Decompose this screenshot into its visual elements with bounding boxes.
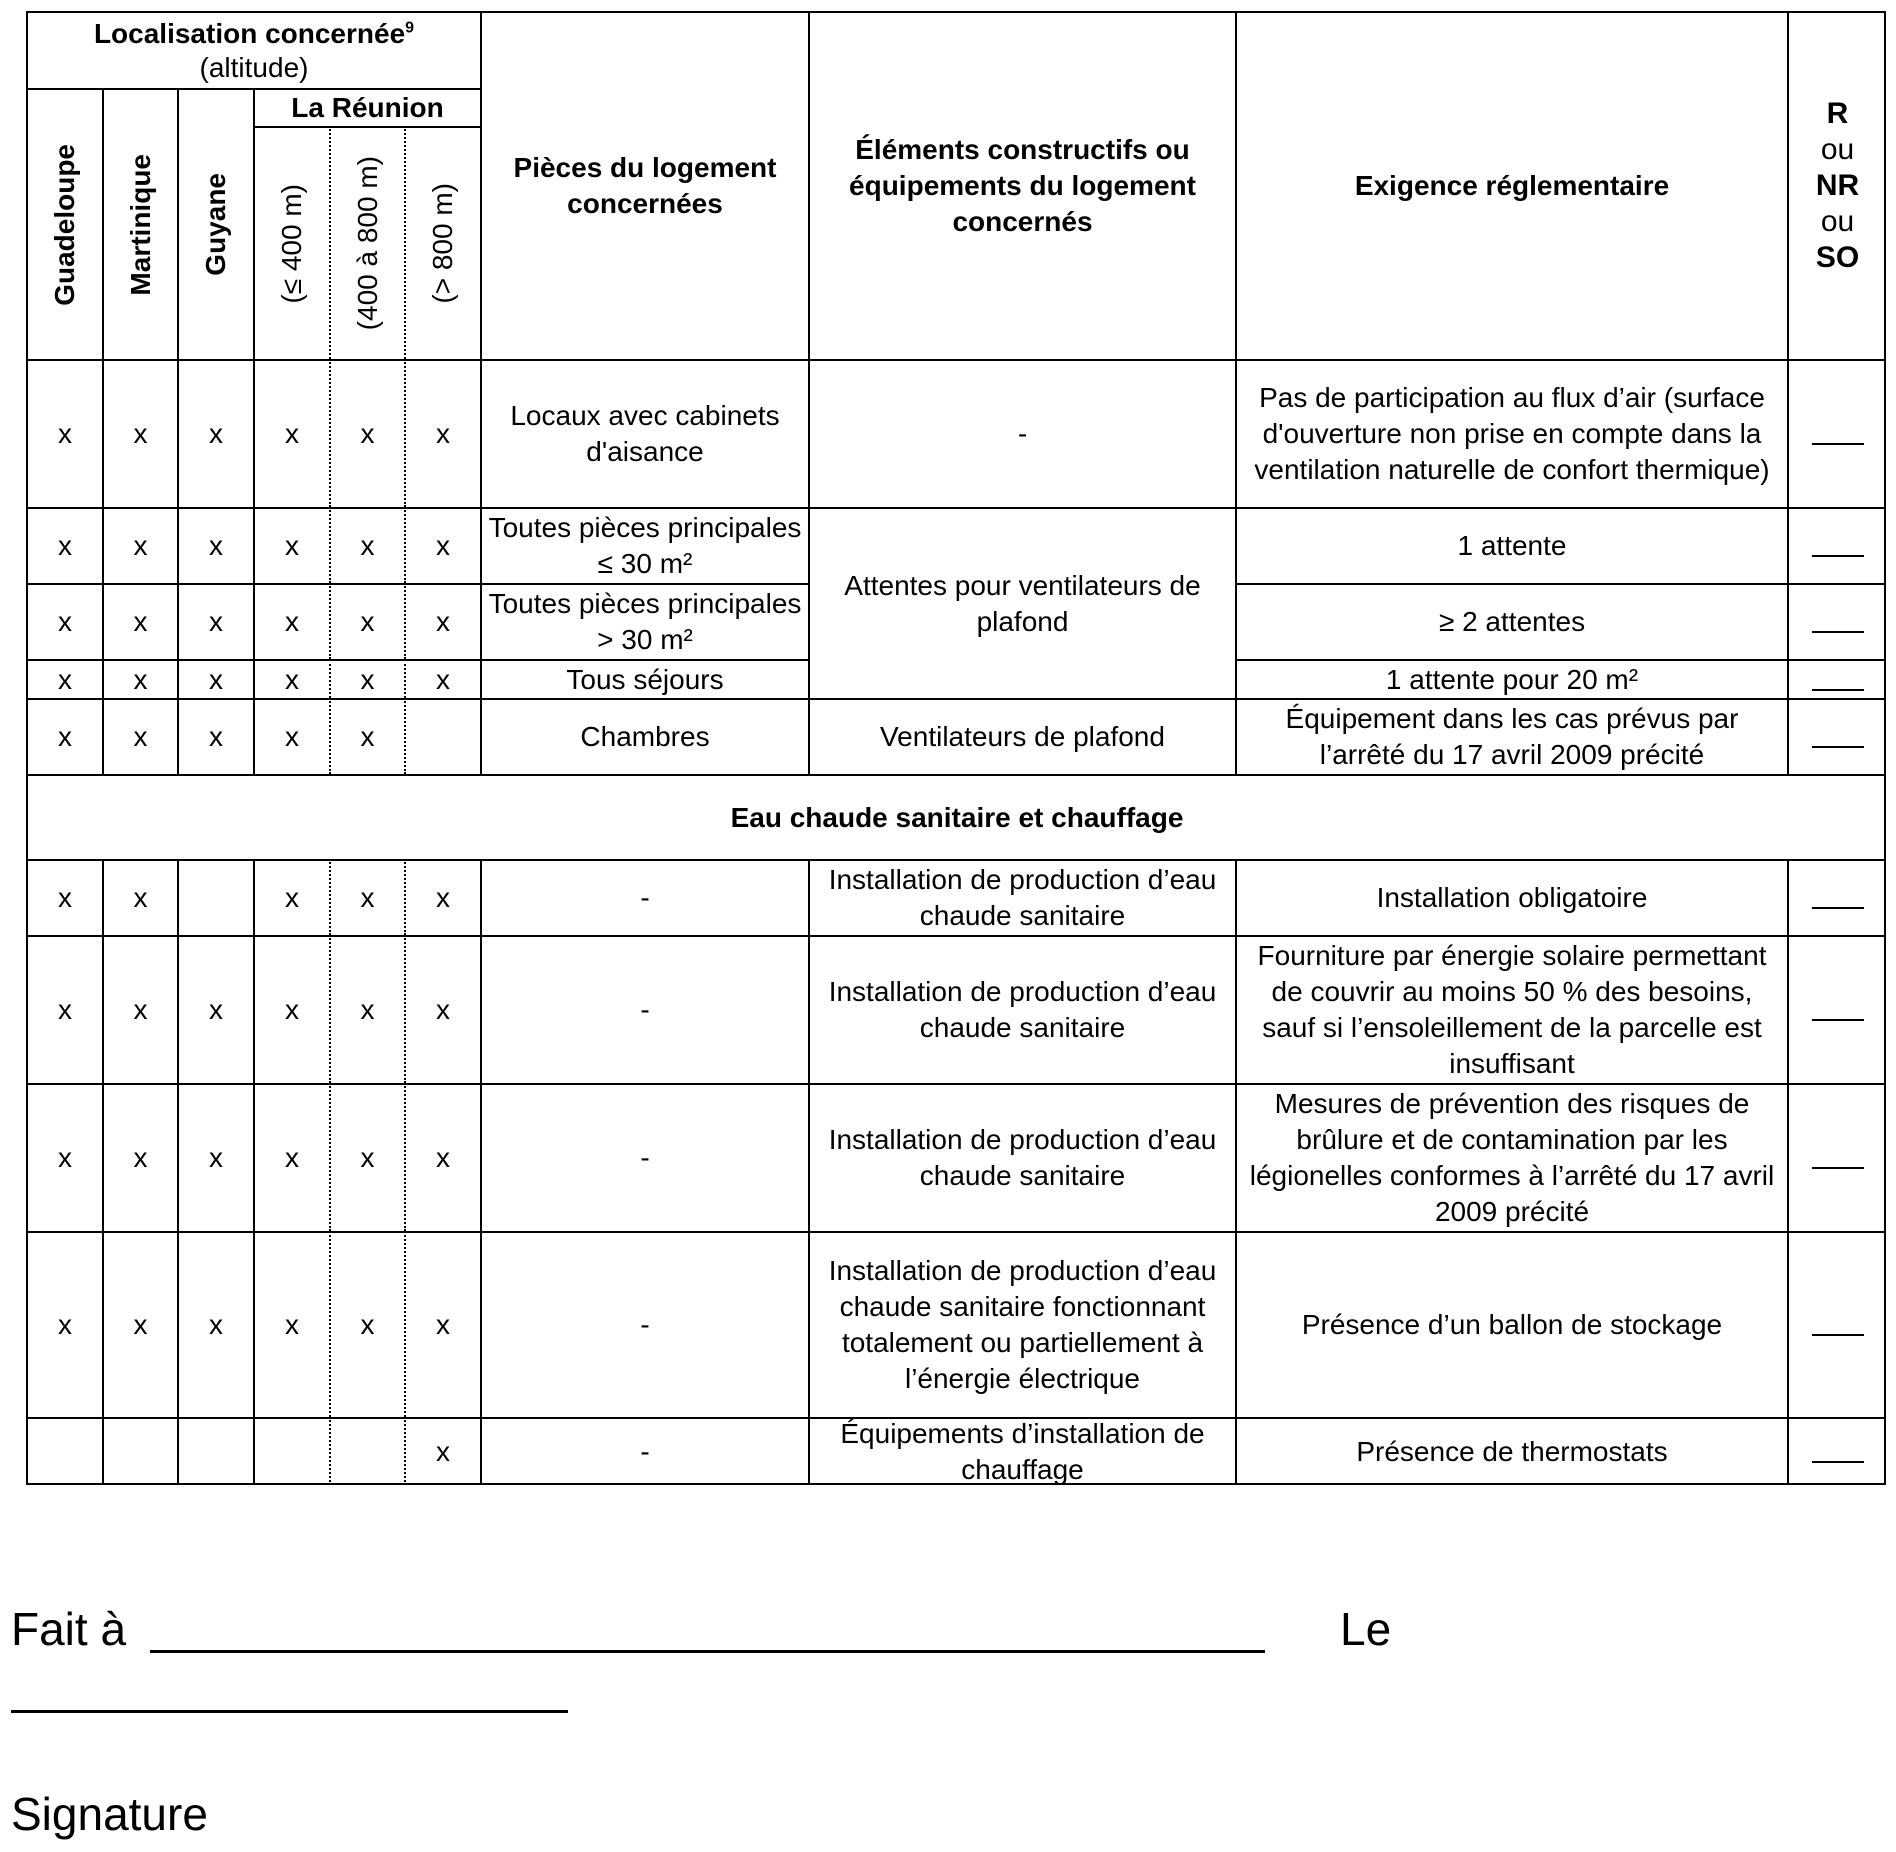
- fait-a-field[interactable]: [150, 1650, 1265, 1653]
- answer-line[interactable]: [1812, 443, 1864, 445]
- pieces-cell: Tous séjours: [480, 659, 808, 698]
- fait-a-label: Fait à: [11, 1603, 127, 1655]
- mark-cell: x: [253, 1083, 329, 1231]
- answer-line[interactable]: [1812, 746, 1864, 748]
- r-nr-so-cell[interactable]: [1787, 935, 1886, 1083]
- pieces-cell: Toutes pièces principales ≤ 30 m²: [480, 507, 808, 583]
- answer-line[interactable]: [1812, 1334, 1864, 1336]
- mark-cell: x: [102, 359, 177, 507]
- exigence-cell: Mesures de prévention des risques de brûlure et de contamination par les légionelles conformes à l’arrêté du 17 avril 2009 précité: [1235, 1083, 1787, 1231]
- mark-cell: x: [26, 935, 102, 1083]
- mark-cell: x: [102, 659, 177, 698]
- r-nr-so-cell[interactable]: [1787, 1083, 1886, 1231]
- pieces-cell: -: [480, 1231, 808, 1417]
- r-nr-so-cell[interactable]: [1787, 859, 1886, 935]
- exigence-cell: Pas de participation au flux d’air (surface d'ouverture non prise en compte dans la ventilation naturelle de confort thermique): [1235, 359, 1787, 507]
- header-elements: Éléments constructifs ou équipements du logement concernés: [808, 11, 1235, 359]
- exigence-cell: Installation obligatoire: [1235, 859, 1787, 935]
- pieces-cell: -: [480, 935, 808, 1083]
- header-exigence: Exigence réglementaire: [1235, 11, 1787, 359]
- pieces-cell: Chambres: [480, 698, 808, 774]
- mark-cell: x: [26, 583, 102, 659]
- mark-cell: x: [102, 583, 177, 659]
- mark-cell: x: [102, 1083, 177, 1231]
- exigence-cell: 1 attente pour 20 m²: [1235, 659, 1787, 698]
- mark-cell: x: [177, 698, 253, 774]
- mark-cell: x: [253, 359, 329, 507]
- answer-line[interactable]: [1812, 907, 1864, 909]
- mark-cell: x: [253, 659, 329, 698]
- mark-cell: x: [404, 1231, 480, 1417]
- pieces-cell: Toutes pièces principales > 30 m²: [480, 583, 808, 659]
- mark-cell: x: [404, 583, 480, 659]
- mark-cell: x: [329, 935, 404, 1083]
- mark-cell: x: [329, 859, 404, 935]
- mark-cell: x: [102, 935, 177, 1083]
- mark-cell: x: [329, 583, 404, 659]
- mark-cell: x: [404, 507, 480, 583]
- mark-cell: x: [329, 1231, 404, 1417]
- elements-cell: Installation de production d’eau chaude sanitaire: [808, 859, 1235, 935]
- mark-cell: x: [329, 1083, 404, 1231]
- exigence-cell: Fourniture par énergie solaire permettant de couvrir au moins 50 % des besoins, sauf si l’ensoleillement de la parcelle est insuffisant: [1235, 935, 1787, 1083]
- mark-cell: [177, 1417, 253, 1485]
- mark-cell: x: [253, 507, 329, 583]
- mark-cell: [404, 698, 480, 774]
- mark-cell: x: [177, 659, 253, 698]
- header-la-reunion: La Réunion: [253, 88, 480, 126]
- section-title: Eau chaude sanitaire et chauffage: [26, 774, 1886, 859]
- elements-cell: Attentes pour ventilateurs de plafond: [808, 507, 1235, 698]
- mark-cell: [253, 1417, 329, 1485]
- answer-line[interactable]: [1812, 689, 1864, 691]
- header-localisation: Localisation concernée$^9$ (altitude): [26, 11, 480, 88]
- mark-cell: x: [404, 359, 480, 507]
- r-nr-so-cell[interactable]: [1787, 1417, 1886, 1485]
- mark-cell: x: [102, 1231, 177, 1417]
- mark-cell: x: [404, 935, 480, 1083]
- pieces-cell: -: [480, 1083, 808, 1231]
- elements-cell: Installation de production d’eau chaude sanitaire fonctionnant totalement ou partiellement à l’énergie électrique: [808, 1231, 1235, 1417]
- elements-cell: -: [808, 359, 1235, 507]
- answer-line[interactable]: [1812, 1461, 1864, 1463]
- mark-cell: x: [26, 1231, 102, 1417]
- header-r-nr-so: R ou NR ou SO: [1787, 11, 1886, 359]
- exigence-cell: Présence de thermostats: [1235, 1417, 1787, 1485]
- mark-cell: [177, 859, 253, 935]
- answer-line[interactable]: [1812, 1019, 1864, 1021]
- mark-cell: [26, 1417, 102, 1485]
- header-pieces: Pièces du logement concernées: [480, 11, 808, 359]
- date-field[interactable]: [11, 1710, 568, 1713]
- mark-cell: x: [253, 935, 329, 1083]
- elements-cell: Ventilateurs de plafond: [808, 698, 1235, 774]
- exigence-cell: Présence d’un ballon de stockage: [1235, 1231, 1787, 1417]
- mark-cell: x: [404, 1083, 480, 1231]
- pieces-cell: Locaux avec cabinets d'aisance: [480, 359, 808, 507]
- mark-cell: x: [329, 698, 404, 774]
- r-nr-so-cell[interactable]: [1787, 583, 1886, 659]
- mark-cell: x: [177, 935, 253, 1083]
- header-alt-low: (≤ 400 m): [253, 126, 329, 359]
- mark-cell: x: [102, 859, 177, 935]
- signature-label: Signature: [11, 1788, 208, 1840]
- mark-cell: [102, 1417, 177, 1485]
- pieces-cell: -: [480, 1417, 808, 1485]
- mark-cell: x: [26, 359, 102, 507]
- r-nr-so-cell[interactable]: [1787, 698, 1886, 774]
- mark-cell: x: [329, 507, 404, 583]
- header-alt-mid: (400 à 800 m): [329, 126, 404, 359]
- r-nr-so-cell[interactable]: [1787, 659, 1886, 698]
- mark-cell: x: [404, 859, 480, 935]
- mark-cell: x: [329, 659, 404, 698]
- r-nr-so-cell[interactable]: [1787, 507, 1886, 583]
- mark-cell: x: [26, 859, 102, 935]
- r-nr-so-cell[interactable]: [1787, 1231, 1886, 1417]
- mark-cell: [329, 1417, 404, 1485]
- exigence-cell: Équipement dans les cas prévus par l’arrêté du 17 avril 2009 précité: [1235, 698, 1787, 774]
- exigence-cell: 1 attente: [1235, 507, 1787, 583]
- pieces-cell: -: [480, 859, 808, 935]
- mark-cell: x: [177, 1231, 253, 1417]
- exigence-cell: ≥ 2 attentes: [1235, 583, 1787, 659]
- mark-cell: x: [177, 583, 253, 659]
- mark-cell: x: [404, 1417, 480, 1485]
- header-martinique: Martinique: [102, 88, 177, 359]
- answer-line[interactable]: [1812, 631, 1864, 633]
- mark-cell: x: [26, 698, 102, 774]
- elements-cell: Installation de production d’eau chaude sanitaire: [808, 935, 1235, 1083]
- mark-cell: x: [26, 1083, 102, 1231]
- mark-cell: x: [26, 507, 102, 583]
- header-guyane: Guyane: [177, 88, 253, 359]
- mark-cell: x: [253, 583, 329, 659]
- mark-cell: x: [177, 359, 253, 507]
- mark-cell: x: [177, 1083, 253, 1231]
- mark-cell: x: [404, 659, 480, 698]
- requirements-table: [26, 11, 1886, 1485]
- header-alt-high: (> 800 m): [404, 126, 480, 359]
- mark-cell: x: [253, 859, 329, 935]
- mark-cell: x: [26, 659, 102, 698]
- answer-line[interactable]: [1812, 1167, 1864, 1169]
- mark-cell: x: [102, 507, 177, 583]
- header-guadeloupe: Guadeloupe: [26, 88, 102, 359]
- r-nr-so-cell[interactable]: [1787, 359, 1886, 507]
- le-label: Le: [1340, 1603, 1392, 1655]
- mark-cell: x: [329, 359, 404, 507]
- elements-cell: Installation de production d’eau chaude sanitaire: [808, 1083, 1235, 1231]
- elements-cell: Équipements d’installation de chauffage: [808, 1417, 1235, 1485]
- mark-cell: x: [177, 507, 253, 583]
- mark-cell: x: [253, 1231, 329, 1417]
- mark-cell: x: [102, 698, 177, 774]
- mark-cell: x: [253, 698, 329, 774]
- answer-line[interactable]: [1812, 555, 1864, 557]
